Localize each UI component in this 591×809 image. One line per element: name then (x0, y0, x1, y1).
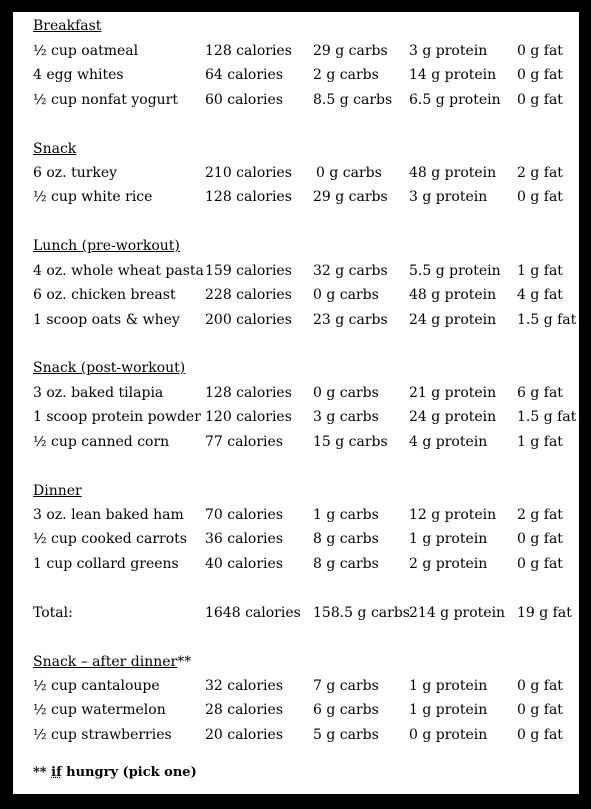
section-title-breakfast: Breakfast (33, 18, 102, 34)
after-dinner-asterisks: ** (177, 654, 192, 670)
section-title-snack-after-dinner (33, 652, 191, 672)
food-item: ½ cup oatmeal (33, 43, 139, 59)
fat: 6 g fat (517, 385, 563, 401)
food-item: 1 cup collard greens (33, 556, 179, 572)
carbs: 29 g carbs (313, 189, 388, 205)
footnote-rest: hungry (pick one) (61, 765, 197, 780)
table-row (13, 554, 579, 574)
calories: 228 calories (205, 287, 292, 303)
protein: 24 g protein (409, 409, 497, 425)
table-row (13, 676, 579, 696)
carbs: 8.5 g carbs (313, 92, 393, 108)
calories: 210 calories (205, 165, 292, 181)
protein: 2 g protein (409, 556, 488, 572)
food-item: ½ cup nonfat yogurt (33, 92, 178, 108)
protein: 1 g protein (409, 678, 488, 694)
carbs: 15 g carbs (313, 434, 388, 450)
food-item: 6 oz. turkey (33, 165, 118, 181)
carbs: 2 g carbs (313, 67, 379, 83)
calories: 128 calories (205, 189, 292, 205)
calories: 159 calories (205, 263, 292, 279)
table-row (13, 261, 579, 281)
calories: 64 calories (205, 67, 283, 83)
protein: 14 g protein (409, 67, 497, 83)
fat: 0 g fat (517, 678, 563, 694)
calories: 40 calories (205, 556, 283, 572)
protein: 12 g protein (409, 507, 497, 523)
table-row (13, 285, 579, 305)
fat: 0 g fat (517, 189, 563, 205)
protein: 21 g protein (409, 385, 497, 401)
table-row (13, 529, 579, 549)
table-row (13, 432, 579, 452)
food-item: 4 egg whites (33, 67, 124, 83)
fat: 1 g fat (517, 263, 563, 279)
table-row (13, 700, 579, 720)
carbs: 8 g carbs (313, 556, 379, 572)
protein: 48 g protein (409, 287, 497, 303)
meal-plan-page (13, 12, 579, 794)
footnote (33, 763, 197, 783)
table-row (13, 383, 579, 403)
calories: 70 calories (205, 507, 283, 523)
total-fat: 19 g fat (517, 605, 572, 621)
calories: 120 calories (205, 409, 292, 425)
food-item: ½ cup strawberries (33, 727, 172, 743)
section-title-snack: Snack (33, 141, 77, 157)
fat: 0 g fat (517, 92, 563, 108)
carbs: 29 g carbs (313, 43, 388, 59)
calories: 36 calories (205, 531, 283, 547)
carbs: 8 g carbs (313, 531, 379, 547)
food-item: 3 oz. baked tilapia (33, 385, 164, 401)
food-item: 1 scoop oats & whey (33, 312, 180, 328)
carbs: 32 g carbs (313, 263, 388, 279)
protein: 6.5 g protein (409, 92, 501, 108)
total-calories: 1648 calories (205, 605, 301, 621)
food-item: ½ cup white rice (33, 189, 153, 205)
table-row (13, 163, 579, 183)
calories: 128 calories (205, 43, 292, 59)
calories: 200 calories (205, 312, 292, 328)
food-item: 6 oz. chicken breast (33, 287, 176, 303)
section-title-lunch: Lunch (pre-workout) (33, 238, 180, 254)
section-title-dinner: Dinner (33, 483, 82, 499)
fat: 1.5 g fat (517, 409, 577, 425)
footnote-if: if (51, 765, 62, 780)
fat: 0 g fat (517, 556, 563, 572)
food-item: 3 oz. lean baked ham (33, 507, 184, 523)
carbs: 3 g carbs (313, 409, 379, 425)
carbs: 0 g carbs (313, 287, 379, 303)
table-row (13, 187, 579, 207)
section-title-snack-post-workout: Snack (post-workout) (33, 360, 186, 376)
protein: 4 g protein (409, 434, 488, 450)
table-row (13, 505, 579, 525)
calories: 60 calories (205, 92, 283, 108)
total-carbs: 158.5 g carbs (313, 605, 410, 621)
protein: 1 g protein (409, 531, 488, 547)
fat: 0 g fat (517, 67, 563, 83)
protein: 1 g protein (409, 702, 488, 718)
food-item: 1 scoop protein powder (33, 409, 201, 425)
carbs: 7 g carbs (313, 678, 379, 694)
fat: 0 g fat (517, 531, 563, 547)
total-row (13, 603, 579, 623)
protein: 5.5 g protein (409, 263, 501, 279)
carbs: 1 g carbs (313, 507, 379, 523)
food-item: ½ cup canned corn (33, 434, 170, 450)
food-item: ½ cup watermelon (33, 702, 166, 718)
table-row (13, 407, 579, 427)
protein: 3 g protein (409, 189, 488, 205)
fat: 4 g fat (517, 287, 563, 303)
calories: 32 calories (205, 678, 283, 694)
carbs: 0 g carbs (313, 385, 379, 401)
total-protein: 214 g protein (409, 605, 506, 621)
protein: 24 g protein (409, 312, 497, 328)
fat: 1 g fat (517, 434, 563, 450)
footnote-prefix: ** (33, 765, 52, 780)
table-row (13, 41, 579, 61)
food-item: 4 oz. whole wheat pasta (33, 263, 204, 279)
food-item: ½ cup cooked carrots (33, 531, 187, 547)
calories: 128 calories (205, 385, 292, 401)
carbs: 6 g carbs (313, 702, 379, 718)
table-row (13, 90, 579, 110)
fat: 0 g fat (517, 727, 563, 743)
carbs: 23 g carbs (313, 312, 388, 328)
calories: 77 calories (205, 434, 283, 450)
protein: 3 g protein (409, 43, 488, 59)
table-row (13, 725, 579, 745)
table-row (13, 65, 579, 85)
fat: 2 g fat (517, 165, 563, 181)
carbs: 5 g carbs (313, 727, 379, 743)
carbs: 0 g carbs (316, 165, 382, 181)
food-item: ½ cup cantaloupe (33, 678, 160, 694)
fat: 0 g fat (517, 43, 563, 59)
protein: 0 g protein (409, 727, 488, 743)
calories: 28 calories (205, 702, 283, 718)
fat: 1.5 g fat (517, 312, 577, 328)
fat: 2 g fat (517, 507, 563, 523)
after-dinner-title: Snack – after dinner (33, 654, 178, 670)
total-label: Total: (33, 605, 73, 621)
fat: 0 g fat (517, 702, 563, 718)
table-row (13, 310, 579, 330)
calories: 20 calories (205, 727, 283, 743)
protein: 48 g protein (409, 165, 497, 181)
